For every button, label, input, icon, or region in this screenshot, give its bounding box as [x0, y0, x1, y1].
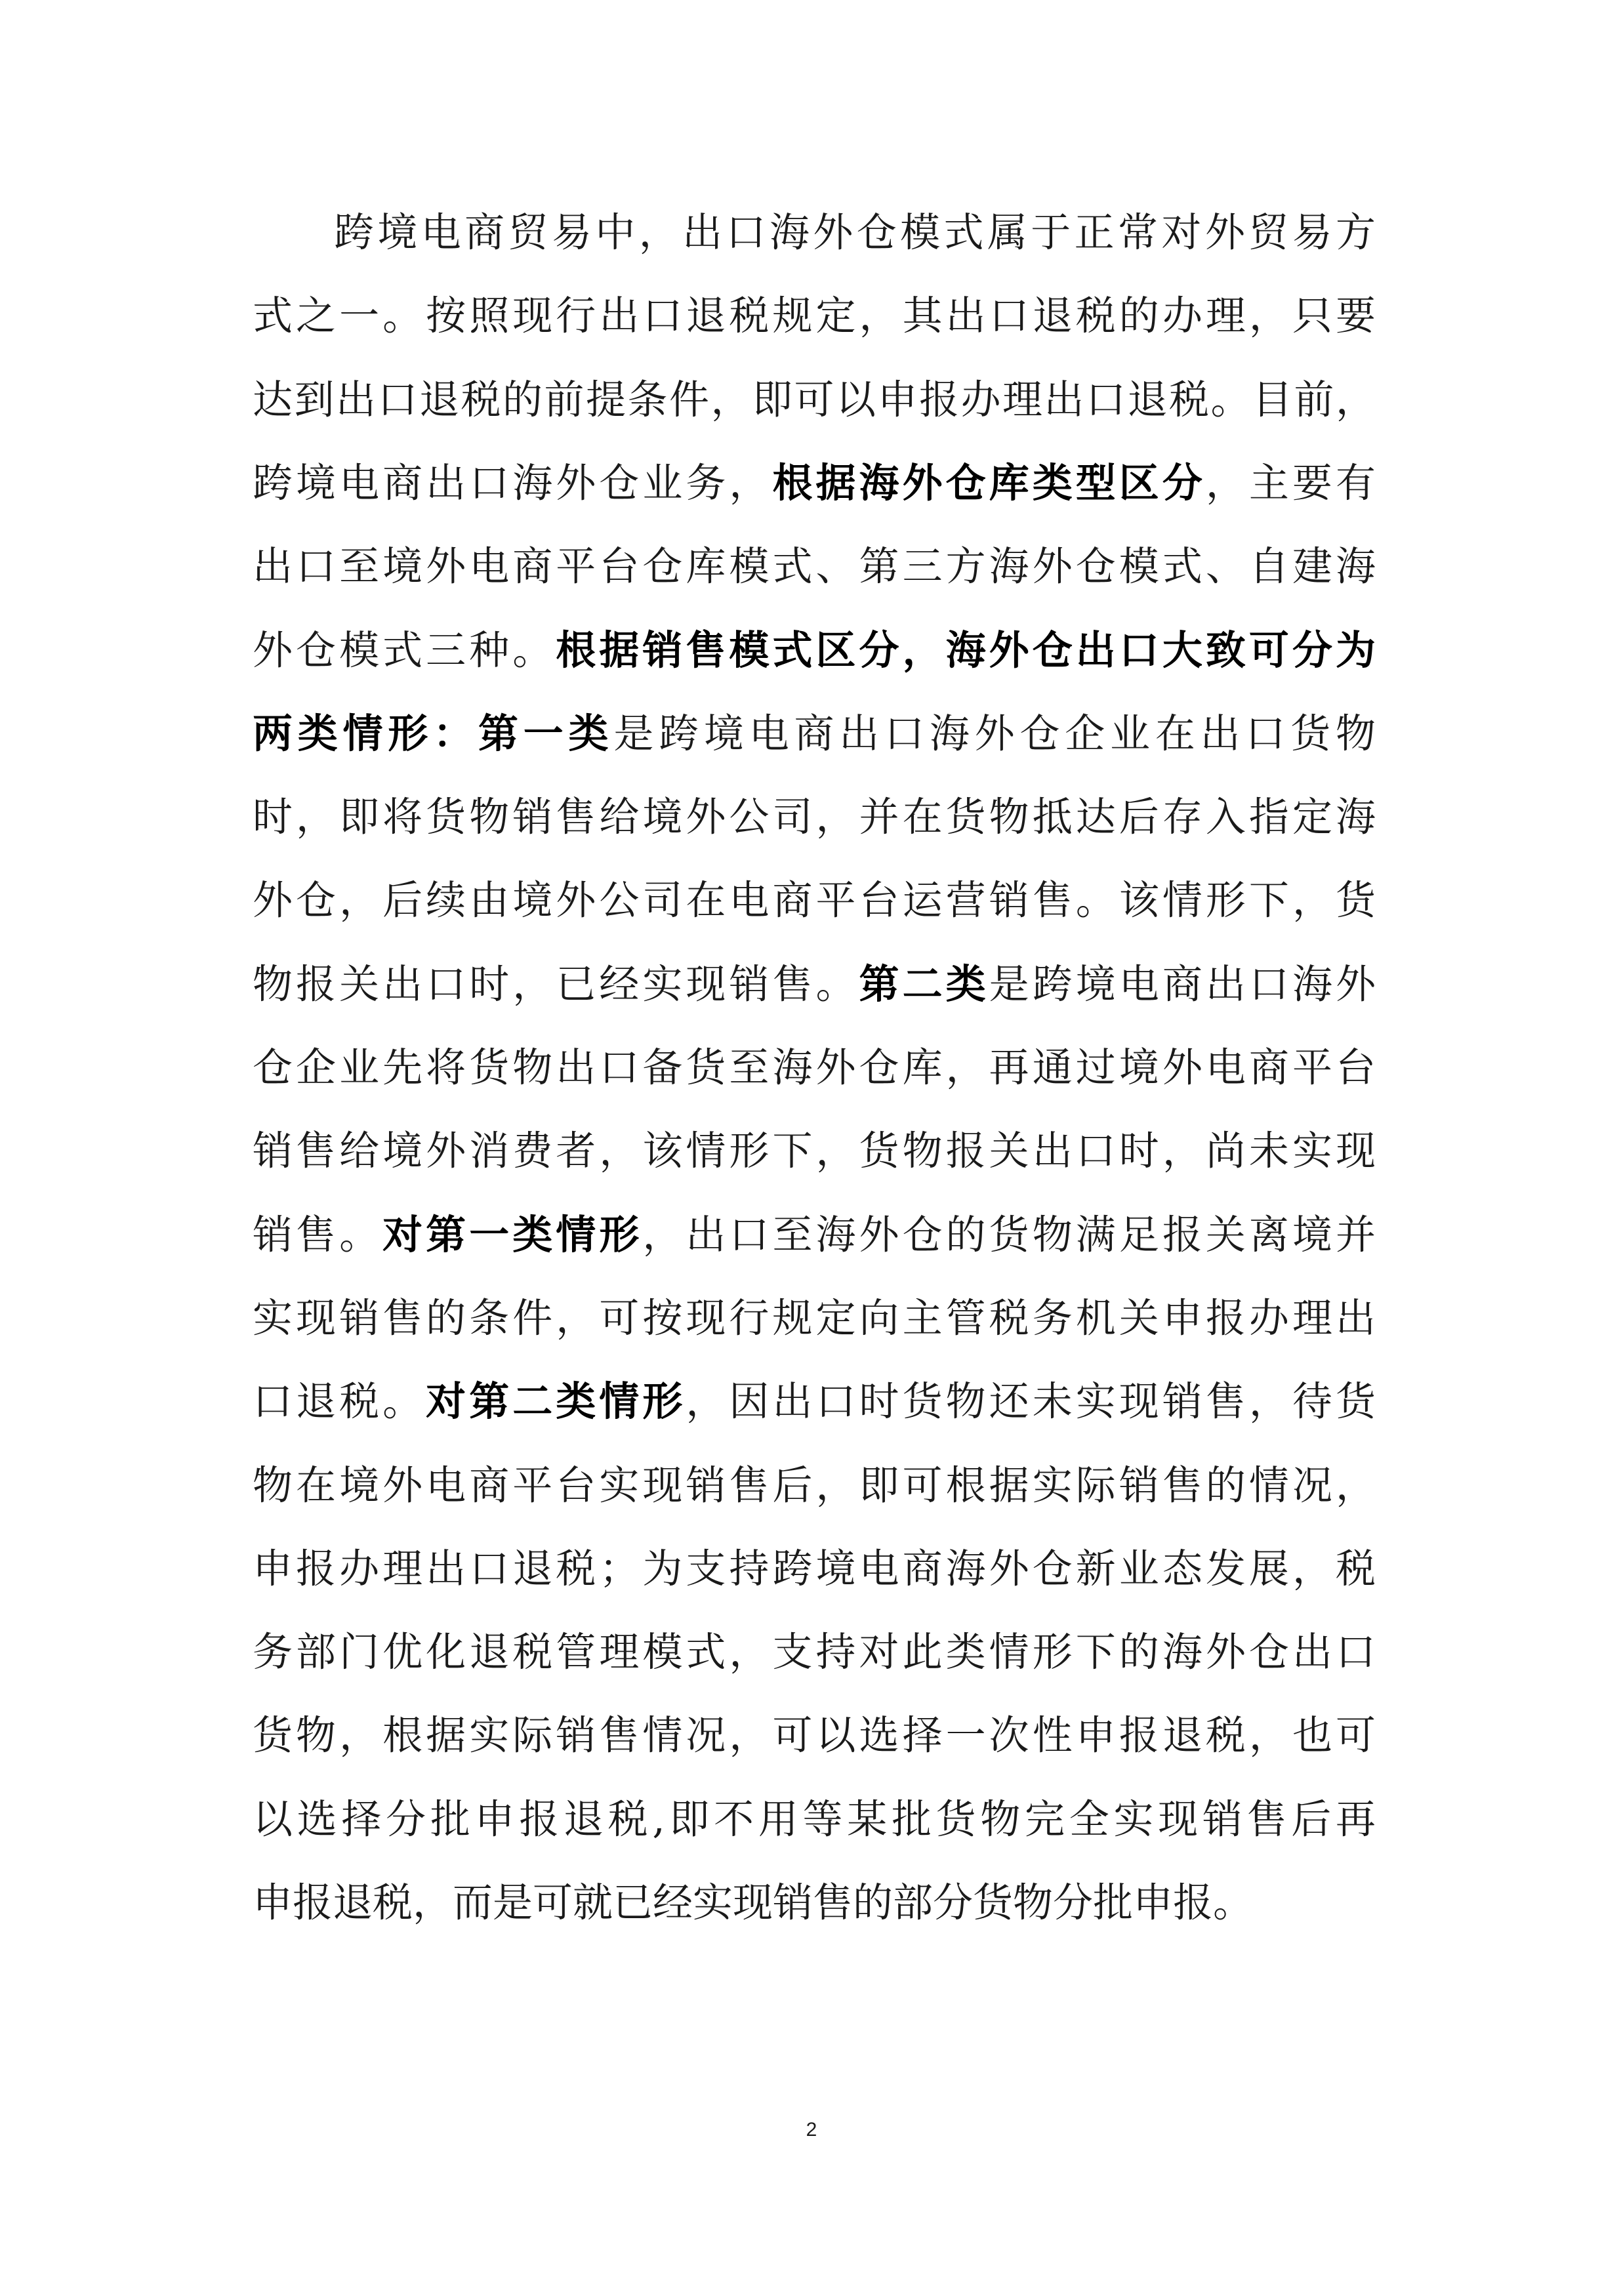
text-segment: 以选择分批申报退税,即不用等某批货物完全实现销售后再	[253, 1795, 1376, 1843]
text-segment: 达到出口退税的前提条件，即可以申报办理出口退税。目前，	[253, 376, 1376, 423]
text-line	[253, 949, 1376, 1021]
text-line	[253, 1115, 1376, 1187]
text-segment: 外仓模式三种。	[253, 626, 556, 674]
text-segment: 销售。	[253, 1211, 383, 1258]
bold-text-segment: 第二类	[859, 960, 989, 1008]
text-line	[253, 1867, 1376, 1939]
text-line	[253, 865, 1376, 937]
text-line	[253, 1616, 1376, 1689]
text-line	[253, 781, 1376, 853]
bold-text-segment: 根据海外仓库类型区分	[772, 459, 1206, 506]
bold-text-segment: 两类情形：第一类	[253, 710, 614, 757]
text-line	[253, 1366, 1376, 1438]
text-segment: 仓企业先将货物出口备货至海外仓库，再通过境外电商平台	[253, 1044, 1376, 1091]
text-segment: 物在境外电商平台实现销售后，即可根据实际销售的情况，	[253, 1462, 1376, 1509]
text-segment: 跨境电商出口海外仓业务，	[253, 459, 773, 506]
text-segment: 式之一。按照现行出口退税规定，其出口退税的办理，只要	[253, 293, 1376, 340]
text-line	[253, 615, 1376, 687]
text-segment: 实现销售的条件，可按现行规定向主管税务机关申报办理出	[253, 1294, 1376, 1342]
text-line	[253, 698, 1376, 770]
text-segment: ，因出口时货物还未实现销售，待货	[686, 1378, 1376, 1425]
bold-text-segment: 根据销售模式区分，海外仓出口大致可分为	[556, 626, 1376, 674]
text-segment: 出口至境外电商平台仓库模式、第三方海外仓模式、自建海	[253, 543, 1376, 590]
text-segment: 销售给境外消费者，该情形下，货物报关出口时，尚未实现	[253, 1128, 1376, 1175]
text-line	[253, 1282, 1376, 1355]
text-line	[253, 531, 1376, 603]
text-segment: 务部门优化退税管理模式，支持对此类情形下的海外仓出口	[253, 1629, 1376, 1676]
text-segment: 时，即将货物销售给境外公司，并在货物抵达后存入指定海	[253, 794, 1376, 841]
page-number: 2	[806, 2119, 817, 2141]
text-line	[253, 364, 1376, 436]
text-line	[253, 280, 1376, 352]
text-line	[253, 1700, 1376, 1772]
bold-text-segment: 对第二类情形	[426, 1378, 686, 1425]
text-segment: ，出口至海外仓的货物满足报关离境并	[642, 1211, 1376, 1258]
text-line	[253, 1784, 1376, 1856]
text-segment: 物报关出口时，已经实现销售。	[253, 960, 859, 1008]
bold-text-segment: 对第一类情形	[382, 1211, 643, 1258]
text-segment: 口退税。	[253, 1378, 426, 1425]
text-segment: 申报办理出口退税；为支持跨境电商海外仓新业态发展，税	[253, 1545, 1376, 1592]
text-line	[253, 1533, 1376, 1605]
text-segment: 是跨境电商出口海外	[989, 960, 1376, 1008]
text-segment: ，主要有	[1205, 459, 1376, 506]
text-segment: 申报退税，而是可就已经实现销售的部分货物分批申报。	[253, 1879, 1254, 1926]
text-segment: 货物，根据实际销售情况，可以选择一次性申报退税，也可	[253, 1712, 1376, 1759]
text-line	[253, 447, 1376, 520]
text-line	[253, 1199, 1376, 1271]
text-segment: 跨境电商贸易中，出口海外仓模式属于正常对外贸易方	[334, 209, 1376, 256]
text-line	[253, 1450, 1376, 1522]
text-line	[334, 197, 1376, 269]
text-segment: 外仓，后续由境外公司在电商平台运营销售。该情形下，货	[253, 877, 1376, 924]
text-line	[253, 1032, 1376, 1104]
text-segment: 是跨境电商出口海外仓企业在出口货物	[613, 710, 1376, 757]
